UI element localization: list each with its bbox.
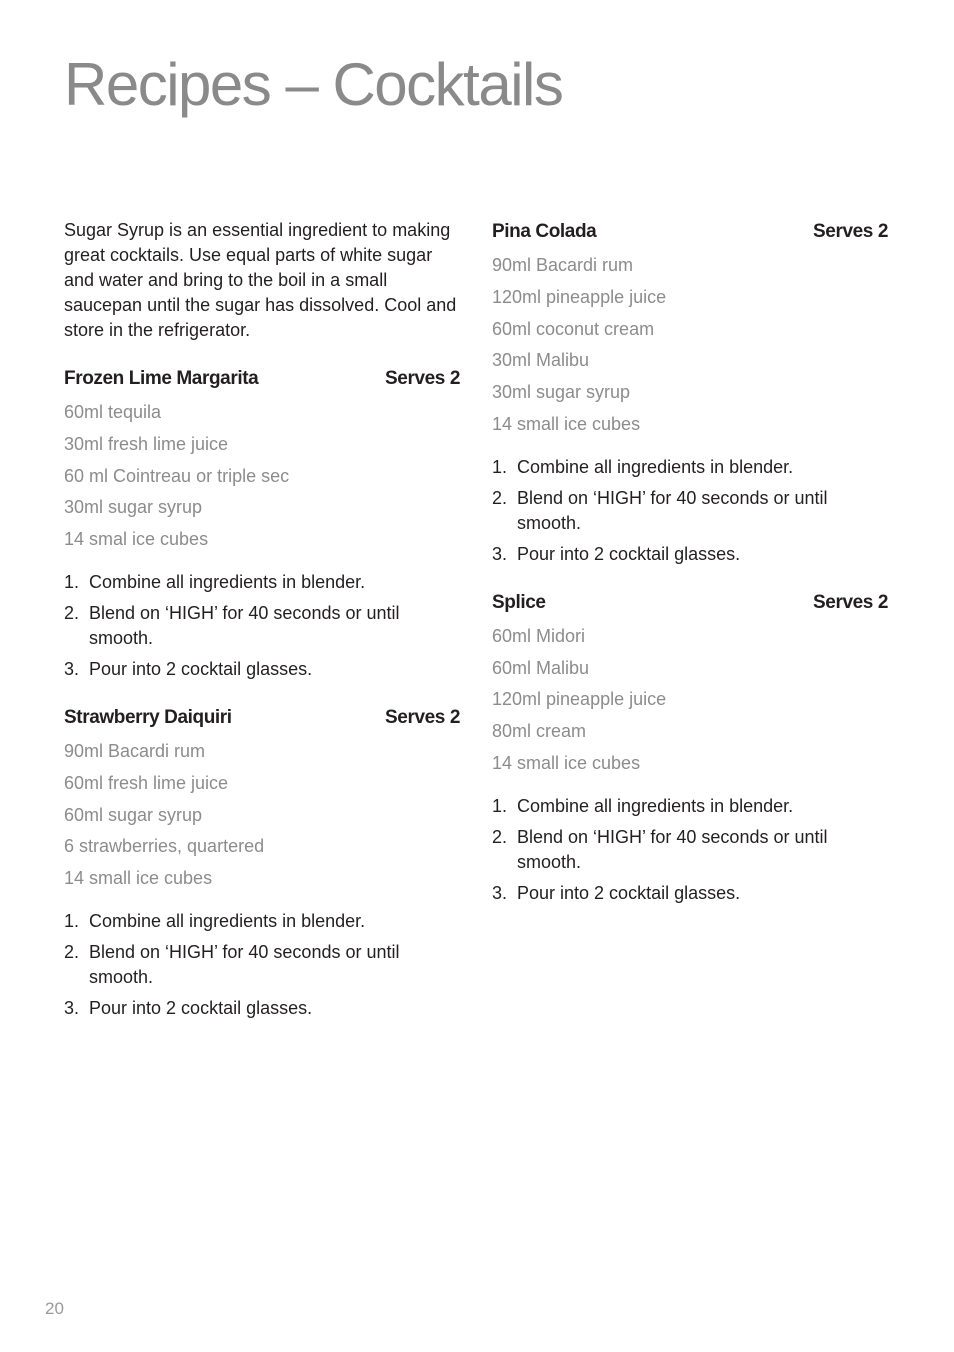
- method-step: [492, 455, 888, 480]
- recipe-header: [492, 589, 888, 617]
- ingredient-item: 80ml cream: [492, 721, 587, 742]
- recipe-header: [64, 365, 460, 393]
- serves-label: Serves 2: [385, 706, 460, 728]
- step-text: Pour into 2 cocktail glasses.: [517, 882, 741, 903]
- method-step: [64, 996, 460, 1021]
- ingredient-item: 90ml Bacardi rum: [64, 740, 206, 761]
- method-step: [64, 940, 460, 990]
- left-column: [64, 218, 460, 1043]
- step-text: Combine all ingredients in blender.: [517, 456, 794, 477]
- method-steps: [64, 570, 460, 682]
- ingredient-item: 14 smal ice cubes: [64, 529, 209, 550]
- step-number: 3.: [64, 997, 80, 1018]
- page-title: Recipes – Cocktails: [64, 51, 563, 118]
- method-step: [64, 570, 460, 595]
- ingredient-item: 6 strawberries, quartered: [64, 836, 265, 857]
- ingredient-item: 60ml sugar syrup: [64, 804, 203, 825]
- step-number: 1.: [492, 795, 508, 816]
- ingredient-item: 60ml coconut cream: [492, 318, 655, 339]
- method-steps: [64, 909, 460, 1021]
- ingredient-item: 14 small ice cubes: [492, 413, 641, 434]
- ingredient-item: 60ml Midori: [492, 625, 586, 646]
- method-steps: [492, 455, 888, 567]
- step-number: 1.: [64, 571, 80, 592]
- step-text: Blend on ‘HIGH’ for 40 seconds or until smooth.: [89, 941, 400, 987]
- step-text: Blend on ‘HIGH’ for 40 seconds or until smooth.: [89, 602, 400, 648]
- method-step: [64, 909, 460, 934]
- step-text: Combine all ingredients in blender.: [517, 795, 794, 816]
- method-step: [492, 486, 888, 536]
- ingredient-item: 90ml Bacardi rum: [492, 255, 634, 275]
- serves-label: Serves 2: [385, 368, 460, 389]
- step-number: 2.: [492, 487, 508, 508]
- ingredient-item: 120ml pineapple juice: [492, 286, 667, 307]
- ingredient-item: 14 small ice cubes: [64, 868, 213, 889]
- ingredient-item: 30ml sugar syrup: [64, 497, 203, 518]
- method-steps: [492, 794, 888, 906]
- ingredient-item: 60ml tequila: [64, 402, 162, 422]
- ingredient-list: [64, 397, 460, 556]
- ingredient-item: 60ml Malibu: [492, 657, 590, 678]
- ingredient-list: [492, 621, 888, 780]
- recipe-title: Strawberry Daiquiri: [64, 706, 232, 728]
- step-number: 1.: [492, 456, 508, 477]
- step-number: 2.: [64, 941, 80, 962]
- intro-paragraph: Sugar Syrup is an essential ingredient to making great cocktails. Use equal parts of white sugar and water and bring to the boil in a small saucepan until the sugar has dissolved. Cool and store in the refrigerator.: [64, 220, 457, 340]
- step-number: 3.: [492, 882, 508, 903]
- step-text: Combine all ingredients in blender.: [89, 571, 366, 592]
- page-number: 20: [45, 1299, 64, 1318]
- step-text: Pour into 2 cocktail glasses.: [89, 997, 313, 1018]
- recipe-header: [64, 704, 460, 732]
- ingredient-item: 60ml fresh lime juice: [64, 772, 229, 793]
- ingredient-item: 30ml Malibu: [492, 350, 590, 371]
- recipe-title: Splice: [492, 591, 546, 613]
- ingredient-item: 14 small ice cubes: [492, 752, 641, 773]
- step-number: 3.: [492, 543, 508, 564]
- recipe-header: [492, 218, 888, 246]
- step-text: Blend on ‘HIGH’ for 40 seconds or until smooth.: [517, 826, 828, 872]
- recipe-title: Pina Colada: [492, 221, 597, 242]
- ingredient-item: 30ml fresh lime juice: [64, 433, 229, 454]
- ingredient-item: 30ml sugar syrup: [492, 382, 631, 403]
- step-text: Pour into 2 cocktail glasses.: [89, 658, 313, 679]
- serves-label: Serves 2: [813, 221, 888, 242]
- ingredient-item: 60 ml Cointreau or triple sec: [64, 465, 290, 486]
- method-step: [64, 657, 460, 682]
- recipe-strawberry-daiquiri: [64, 704, 460, 1021]
- recipe-title: Frozen Lime Margarita: [64, 368, 259, 389]
- step-number: 2.: [492, 826, 508, 847]
- step-text: Blend on ‘HIGH’ for 40 seconds or until smooth.: [517, 487, 828, 533]
- method-step: [64, 601, 460, 651]
- recipe-pina-colada: [492, 218, 888, 567]
- method-step: [492, 794, 888, 819]
- step-text: Combine all ingredients in blender.: [89, 910, 366, 931]
- method-step: [492, 881, 888, 906]
- ingredient-list: [492, 250, 888, 441]
- ingredient-item: 120ml pineapple juice: [492, 689, 667, 710]
- method-step: [492, 825, 888, 875]
- step-number: 1.: [64, 910, 80, 931]
- step-number: 2.: [64, 602, 80, 623]
- step-text: Pour into 2 cocktail glasses.: [517, 543, 741, 564]
- serves-label: Serves 2: [813, 591, 888, 613]
- step-number: 3.: [64, 658, 80, 679]
- right-column: [492, 218, 888, 928]
- ingredient-list: [64, 736, 460, 895]
- method-step: [492, 542, 888, 567]
- recipe-frozen-lime-margarita: [64, 365, 460, 682]
- recipe-splice: [492, 589, 888, 906]
